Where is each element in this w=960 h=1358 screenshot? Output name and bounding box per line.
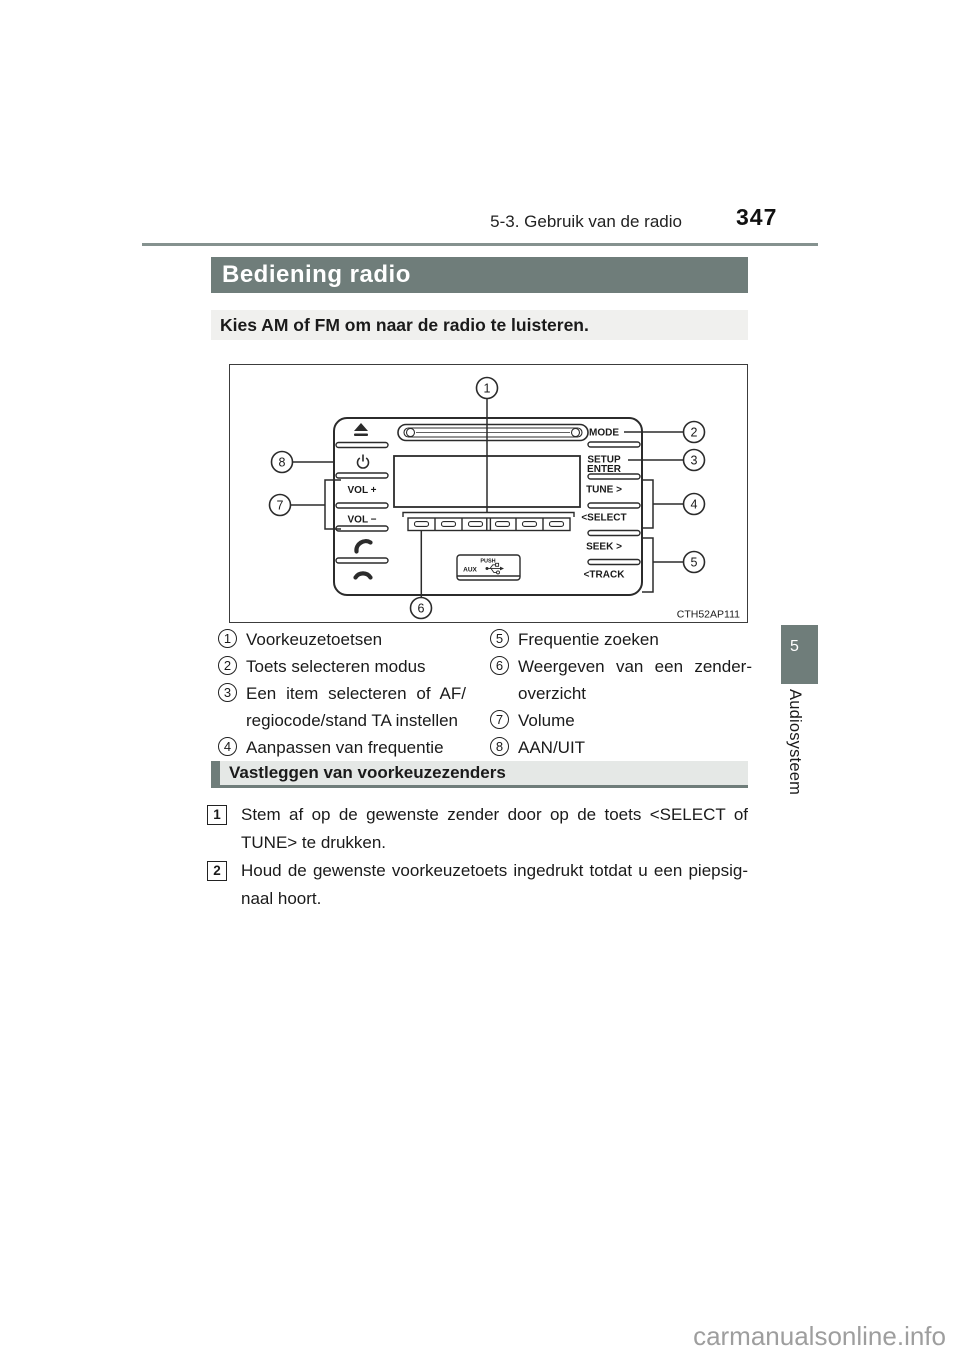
seek-button-label: SEEK > (586, 541, 622, 553)
legend-text-7: Volume (518, 711, 575, 730)
legend-num-2: 2 (218, 656, 237, 675)
chapter-label: Audiosysteem (786, 689, 804, 796)
legend-num-3: 3 (218, 683, 237, 702)
watermark: carmanualsonline.info (693, 1321, 946, 1351)
select-button-label: <SELECT (581, 512, 627, 524)
legend-item-1 (218, 626, 466, 653)
legend-num-1: 1 (218, 629, 237, 648)
callout-2-number: 2 (690, 425, 698, 440)
radio-diagram (229, 364, 748, 623)
usb-icon (486, 563, 505, 574)
radio-figure (230, 365, 746, 621)
legend-text-5: Frequentie zoeken (518, 630, 659, 649)
legend-text-4: Aanpassen van frequentie (246, 738, 444, 757)
legend-item-5 (490, 626, 752, 653)
legend-text-8: AAN/UIT (518, 738, 586, 757)
step-2-number: 2 (207, 861, 227, 881)
callout-7-number: 7 (276, 498, 284, 513)
header-rule (142, 243, 818, 246)
legend-num-4: 4 (218, 737, 237, 756)
legend-item-3 (218, 680, 466, 734)
push-label: PUSH (480, 558, 496, 565)
eject-icon (354, 423, 368, 436)
preset-buttons (403, 513, 574, 531)
power-icon (358, 455, 369, 469)
legend-item-6 (490, 653, 752, 707)
legend-right-column (490, 626, 752, 761)
legend-text-1: Voorkeuzetoetsen (246, 630, 383, 649)
cd-slot-icon (398, 425, 588, 441)
callout-5-number: 5 (690, 555, 698, 570)
callout-6-number: 6 (417, 601, 425, 616)
left-button-dividers (336, 443, 388, 564)
callout-8-number: 8 (278, 455, 286, 470)
setup-button-label: SETUP (587, 454, 621, 466)
volume-up-label: VOL + (347, 485, 377, 496)
legend-num-8: 8 (490, 737, 509, 756)
step-1 (207, 801, 748, 857)
callout-4-number: 4 (690, 497, 698, 512)
page-number: 347 (736, 204, 778, 230)
header-section-title: 5-3. Gebruik van de radio (490, 212, 682, 231)
chapter-tab: 5 (781, 625, 818, 684)
callout-3-number: 3 (690, 453, 698, 468)
volume-down-label: VOL − (347, 514, 377, 526)
section-heading: Vastleggen van voorkeuzezenders (211, 761, 748, 788)
legend-item-7 (490, 707, 752, 734)
phone-hangup-icon (356, 573, 371, 577)
page-title: Bediening radio (211, 257, 748, 293)
step-2-text: Houd de gewenste voorkeuzetoets ingedrukt totdat u een piepsig- naal hoort. (241, 861, 748, 908)
legend-left-column (218, 626, 466, 761)
legend-text-6: Weergeven van een zender- overzicht (518, 657, 752, 703)
legend-text-3: Een item selecteren of AF/ regiocode/stand TA instellen (246, 684, 466, 730)
legend-item-8 (490, 734, 752, 761)
figure-code: CTH52AP111 (676, 608, 740, 621)
track-button-label: <TRACK (583, 569, 625, 581)
legend-text-2: Toets selecteren modus (246, 657, 426, 676)
phone-pickup-icon (356, 541, 370, 551)
legend-num-6: 6 (490, 656, 509, 675)
enter-button-label: ENTER (587, 464, 621, 475)
legend-item-4 (218, 734, 466, 761)
callout-1-number: 1 (483, 381, 491, 396)
legend-num-5: 5 (490, 629, 509, 648)
step-2 (207, 857, 748, 913)
aux-label: AUX (463, 566, 477, 574)
tune-button-label: TUNE > (586, 484, 622, 496)
legend-num-7: 7 (490, 710, 509, 729)
step-1-text: Stem af op de gewenste zender door op de toets <SELECT of TUNE> te drukken. (241, 805, 748, 852)
intro-box: Kies AM of FM om naar de radio te luisteren. (211, 310, 748, 340)
mode-button-label: MODE (589, 427, 619, 439)
legend-item-2 (218, 653, 466, 680)
step-1-number: 1 (207, 805, 227, 825)
